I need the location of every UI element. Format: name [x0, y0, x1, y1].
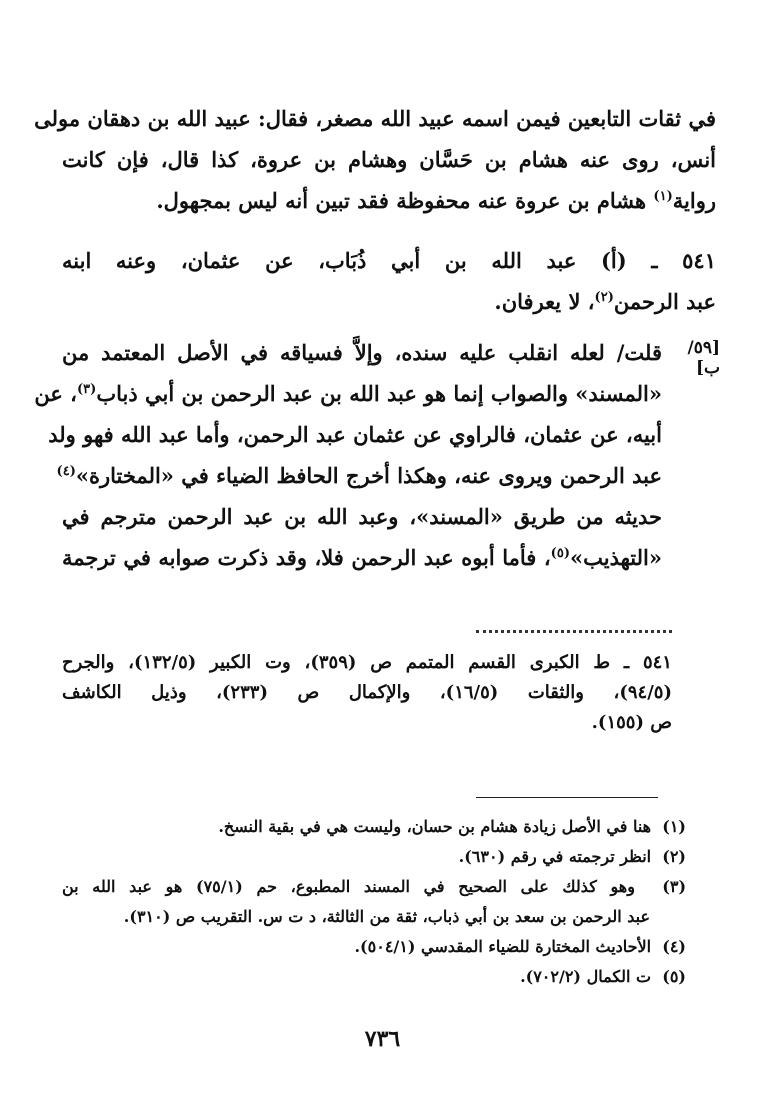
- footnote-3: (٣) وهو كذلك على الصحيح في المسند المطبوع، حم (٧٥/١) هو عبد الله بن: [62, 877, 687, 896]
- page-number: ٧٣٦: [364, 1026, 401, 1052]
- paragraph-continuation: [34, 98, 716, 221]
- manuscript-folio-ref: [٥٩/ب]: [687, 338, 720, 378]
- text-line: أبيه، عن عثمان، فالراوي عن عثمان عبد الرحمن، وأما عبد الله فهو ولد: [48, 422, 662, 447]
- footnote-marker: (٣): [76, 382, 97, 398]
- text-line: ص (١٥٥).: [591, 712, 672, 733]
- text-line: «التهذيب»$^{(٥)}$، فأما أبوه عبد الرحمن فلا، وقد ذكرت صوابه في ترجمة: [62, 545, 662, 570]
- text-line: حديثه من طريق «المسند»، وعبد الله بن عبد الرحمن مترجم في: [62, 504, 662, 529]
- entry-541: [62, 240, 716, 322]
- footnotes: [62, 812, 686, 992]
- footnote-5: (٥) ت الكمال (٧٠٢/٢).: [520, 967, 686, 986]
- text-line: رواية$^{(١)}$ هشام بن عروة عنه محفوظة فقد تبين أنه ليس بمجهول.: [156, 188, 716, 213]
- dotted-separator: [476, 630, 672, 633]
- footnote-1: (١) هنا في الأصل زيادة هشام بن حسان، وليست هي في بقية النسخ.: [218, 817, 686, 836]
- commentary-paragraph: [34, 332, 662, 578]
- footnote-marker: (١): [653, 189, 673, 205]
- text-line: (٩٤/٥)، والثقات (١٦/٥)، والإكمال ص (٢٣٣)، وذيل الكاشف: [62, 682, 672, 703]
- text-line: أنس، روى عنه هشام بن حَسَّان وهشام بن عروة، كذا قال، فإن كانت: [62, 147, 716, 172]
- footnote-marker: (٤): [56, 464, 76, 480]
- text-line: ٥٤١ ـ ط الكبرى القسم المتمم ص (٣٥٩)، وت الكبير (١٣٢/٥)، والجرح: [62, 652, 672, 673]
- footnote-rule: [476, 797, 658, 798]
- footnote-3-continued: عبد الرحمن بن سعد بن أبي ذباب، ثقة من الثالثة، د ت س. التقريب ص (٣١٠).: [123, 907, 650, 926]
- text-line: «المسند» والصواب إنما هو عبد الله بن عبد الرحمن بن أبي ذباب$^{(٣)}$، عن: [34, 381, 662, 406]
- text-line: قلت/ لعله انقلب عليه سنده، وإلاَّ فسياقه في الأصل المعتمد من: [62, 340, 662, 365]
- footnote-2: (٢) انظر ترجمته في رقم (٦٣٠).: [458, 847, 686, 866]
- footnote-4: (٤) الأحاديث المختارة للضياء المقدسي (٥٠٤/١).: [354, 937, 686, 956]
- footnote-marker: (٥): [550, 546, 570, 562]
- footnote-marker: (٢): [594, 290, 614, 306]
- text-line: عبد الرحمن ويروى عنه، وهكذا أخرج الحافظ الضياء في «المختارة»$^{(٤)}$: [56, 463, 662, 488]
- text-line: عبد الرحمن$^{(٢)}$، لا يعرفان.: [494, 289, 716, 314]
- text-line: في ثقات التابعين فيمن اسمه عبيد الله مصغر، فقال: عبيد الله بن دهقان مولى: [34, 106, 716, 131]
- source-references: [62, 648, 672, 738]
- entry-heading: ٥٤١ ـ (أ) عبد الله بن أبي ذُبَاب، عن عثمان، وعنه ابنه: [62, 248, 716, 273]
